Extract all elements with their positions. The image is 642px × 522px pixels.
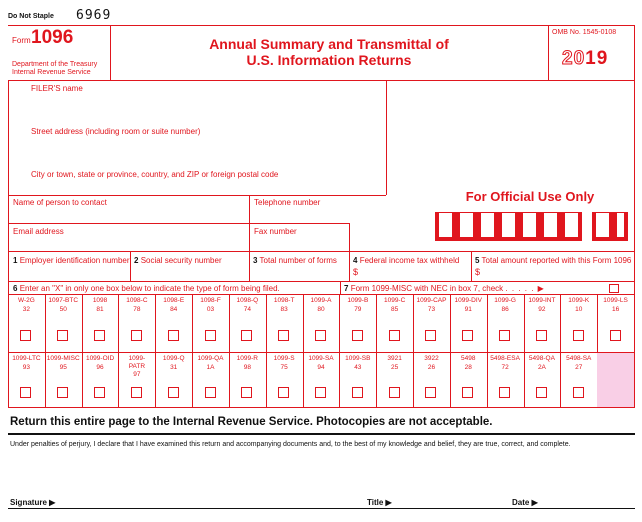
form-type-code: 94	[317, 364, 325, 371]
irs-label: Internal Revenue Service	[12, 69, 91, 76]
perjury-statement: Under penalties of perjury, I declare that I have examined this return and accompanying documents and, to the best of my knowledge and belief, they are true, correct, and complete.	[10, 441, 571, 448]
title-field[interactable]	[400, 494, 505, 505]
form-type-cell	[266, 352, 303, 407]
form-type-checkbox[interactable]	[315, 387, 326, 398]
form-type-cell	[524, 352, 561, 407]
total-dollar-sign: $	[475, 267, 481, 277]
form-type-code: 2A	[537, 364, 546, 371]
total-amount-label: Total amount reported with this Form 1096	[481, 256, 632, 265]
return-notice: Return this entire page to the Internal Revenue Service. Photocopies are not acceptable.	[10, 416, 493, 428]
form-type-code: 81	[96, 306, 104, 313]
city-label: City or town, state or province, country, and ZIP or foreign postal code	[31, 170, 279, 179]
form-type-cell	[376, 352, 413, 407]
form-type-checkbox[interactable]	[573, 387, 584, 398]
form-type-checkbox[interactable]	[278, 387, 289, 398]
city-field[interactable]	[12, 180, 382, 193]
misc-nec-label: Form 1099-MISC with NEC in box 7, check	[350, 284, 504, 293]
form-type-code: 86	[501, 306, 509, 313]
form-type-checkbox[interactable]	[573, 330, 584, 341]
form-type-name: 1099-OID	[85, 355, 115, 362]
form-type-name: 1099-LTC	[12, 355, 41, 362]
form-type-code: 28	[464, 364, 472, 371]
fax-label: Fax number	[254, 227, 297, 236]
ein-label: Employer identification number	[19, 256, 130, 265]
form-type-cell	[450, 352, 487, 407]
form-type-checkbox[interactable]	[389, 330, 400, 341]
email-field[interactable]	[12, 236, 247, 250]
form-type-checkbox[interactable]	[241, 387, 252, 398]
form-type-cell	[155, 294, 192, 352]
form-type-cell	[413, 294, 450, 352]
form-type-code: 91	[464, 306, 472, 313]
form-type-name: 1099-CAP	[416, 297, 447, 304]
form-type-name: 1098	[92, 297, 108, 304]
form-type-cell	[487, 352, 524, 407]
form-type-name: 1099-G	[494, 297, 516, 304]
form-type-name: 1099-C	[383, 297, 406, 304]
misc-dots: . . . . . ▶	[505, 284, 545, 293]
form-type-name: 1098-C	[126, 297, 148, 304]
misc-num: 7	[344, 284, 349, 293]
form-type-name: 1099-QA	[197, 355, 224, 362]
telephone-label: Telephone number	[254, 198, 321, 207]
ein-field[interactable]	[13, 256, 130, 265]
form-type-checkbox[interactable]	[131, 387, 142, 398]
form-type-name: 1099-SB	[345, 355, 371, 362]
total-forms-label: Total number of forms	[259, 256, 337, 265]
form-type-cell	[8, 352, 45, 407]
form-type-code: 96	[96, 364, 104, 371]
form-type-code: 72	[501, 364, 509, 371]
form-type-cell	[82, 352, 119, 407]
email-label: Email address	[13, 227, 64, 236]
form-type-cell	[339, 294, 376, 352]
form-type-code: 03	[206, 306, 215, 313]
form-type-cell	[8, 294, 45, 352]
date-label: Date ▶	[512, 498, 538, 507]
total-forms-field[interactable]	[253, 256, 337, 265]
form-type-name: 1099-Q	[162, 355, 185, 362]
form-type-code: 31	[170, 364, 178, 371]
form-type-cell	[487, 294, 524, 352]
form-type-cell	[229, 352, 266, 407]
form-type-cell	[339, 352, 376, 407]
form-type-checkbox[interactable]	[205, 330, 216, 341]
form-type-cell	[118, 352, 155, 407]
misc-nec-instruction	[344, 284, 545, 293]
filer-name-label: FILER'S name	[31, 84, 83, 93]
total-num: 5	[475, 256, 480, 265]
form-type-name: 1099-A	[310, 297, 332, 304]
do-not-staple: Do Not Staple	[8, 13, 54, 20]
form-title-2: U.S. Information Returns	[246, 52, 412, 68]
fed-num: 4	[353, 256, 358, 265]
form-type-cell	[303, 294, 340, 352]
year-prefix: 20	[562, 48, 586, 69]
form-type-name: 1099-K	[568, 297, 590, 304]
ein-num: 1	[13, 256, 18, 265]
form-type-checkbox[interactable]	[94, 387, 105, 398]
misc-nec-checkbox[interactable]	[609, 284, 619, 293]
form-title-1: Annual Summary and Transmittal of	[209, 36, 449, 52]
form-type-code: 83	[280, 306, 288, 313]
official-use-label: For Official Use Only	[465, 189, 595, 204]
form-type-code: 26	[427, 364, 436, 371]
dept-treasury: Department of the Treasury	[12, 61, 98, 68]
form-type-code: 78	[133, 306, 141, 313]
form-type-name: 1097-BTC	[48, 297, 79, 304]
fed-tax-label: Federal income tax withheld	[359, 256, 460, 265]
form-type-checkbox[interactable]	[94, 330, 105, 341]
form-type-cell	[303, 352, 340, 407]
form-type-cell	[450, 294, 487, 352]
contact-person-label: Name of person to contact	[13, 198, 107, 207]
form-type-name: 1099-MISC	[46, 355, 80, 362]
street-field[interactable]	[12, 137, 382, 162]
form-type-code: 80	[317, 306, 325, 313]
form-type-cell	[524, 294, 561, 352]
form-type-cell	[560, 352, 597, 407]
street-label: Street address (including room or suite number)	[31, 127, 201, 136]
form-type-checkbox[interactable]	[462, 387, 473, 398]
form-type-checkbox[interactable]	[536, 330, 547, 341]
form-type-name: 1099- PATR	[128, 355, 146, 370]
form-type-code: 27	[575, 364, 583, 371]
form-type-cell	[45, 352, 82, 407]
form-type-name: 1098-F	[200, 297, 221, 304]
form-type-checkbox[interactable]	[425, 387, 436, 398]
form-type-name: 1099-R	[236, 355, 258, 362]
signature-label: Signature ▶	[10, 498, 56, 507]
form-type-checkbox[interactable]	[168, 330, 179, 341]
fed-dollar-sign: $	[353, 267, 359, 277]
form-type-checkbox[interactable]	[499, 387, 510, 398]
ssn-label: Social security number	[140, 256, 222, 265]
ssn-num: 2	[134, 256, 139, 265]
form-type-checkbox[interactable]	[278, 330, 289, 341]
form-type-checkbox[interactable]	[352, 330, 363, 341]
enter-x-num: 6	[13, 284, 18, 293]
form-type-checkbox[interactable]	[610, 330, 621, 341]
form-type-checkbox[interactable]	[425, 330, 436, 341]
form-type-name: 3921	[387, 355, 402, 362]
form-type-checkbox[interactable]	[168, 387, 179, 398]
form-type-cell	[229, 294, 266, 352]
telephone-field[interactable]	[252, 207, 382, 222]
form-type-name: 1099-B	[347, 297, 369, 304]
form-type-code: 95	[59, 364, 67, 371]
handwritten-number: 6969	[76, 8, 112, 23]
form-type-name: 1099-SA	[308, 355, 334, 362]
filer-name-field[interactable]	[12, 93, 382, 118]
form-type-name: 1099-S	[273, 355, 295, 362]
form-type-cell	[155, 352, 192, 407]
form-type-name: 1098-Q	[236, 297, 259, 304]
form-type-checkbox[interactable]	[241, 330, 252, 341]
form-type-cell	[118, 294, 155, 352]
title-label: Title ▶	[367, 498, 392, 507]
date-field[interactable]	[545, 494, 633, 505]
form-type-code: 84	[170, 306, 178, 313]
form-type-checkbox[interactable]	[389, 387, 400, 398]
form-type-name: 1099-INT	[528, 297, 556, 304]
form-type-code: 43	[354, 364, 362, 371]
form-type-code: 98	[243, 364, 251, 371]
form-type-cell	[560, 294, 597, 352]
form-type-code: 92	[538, 306, 546, 313]
form-type-code: 85	[391, 306, 399, 313]
form-type-cell	[82, 294, 119, 352]
total-amount-field[interactable]	[475, 256, 631, 265]
form-type-name: 1098-E	[163, 297, 185, 304]
enter-x-instruction	[13, 284, 280, 293]
form-type-name: 5498	[461, 355, 476, 362]
form-type-checkbox[interactable]	[20, 330, 31, 341]
form-type-name: W-2G	[17, 297, 35, 304]
form-type-cell	[192, 352, 229, 407]
form-type-code: 50	[59, 306, 67, 313]
form-type-code: 32	[22, 306, 31, 313]
form-type-checkbox[interactable]	[499, 330, 510, 341]
form-type-code: 10	[575, 306, 583, 313]
form-type-checkbox[interactable]	[57, 330, 68, 341]
form-type-cell	[597, 294, 634, 352]
enter-x-label: Enter an "X" in only one box below to indicate the type of form being filed.	[19, 284, 280, 293]
form-number: 1096	[31, 27, 74, 48]
form-type-cell	[376, 294, 413, 352]
form-type-name: 5498-ESA	[490, 355, 520, 362]
form-type-checkbox[interactable]	[352, 387, 363, 398]
form-type-name: 5498-QA	[528, 355, 555, 362]
fax-field[interactable]	[252, 236, 347, 250]
form-type-code: 75	[280, 364, 288, 371]
form-type-code: 97	[133, 371, 141, 378]
form-type-code: 79	[354, 306, 362, 313]
form-type-checkbox[interactable]	[315, 330, 326, 341]
form-type-name: 1099-DIV	[454, 297, 483, 304]
fed-tax-field[interactable]	[353, 256, 459, 265]
form-type-name: 3922	[424, 355, 439, 362]
contact-person-field[interactable]	[12, 207, 247, 222]
form-type-code: 16	[611, 306, 620, 313]
ssn-field[interactable]	[134, 256, 222, 265]
year-suffix: 19	[585, 48, 609, 69]
form-type-cell	[192, 294, 229, 352]
shaded-empty-cell	[597, 353, 634, 407]
form-type-cell	[45, 294, 82, 352]
form-type-checkbox[interactable]	[205, 387, 216, 398]
form-type-checkbox[interactable]	[20, 387, 31, 398]
form-type-checkbox[interactable]	[536, 387, 547, 398]
form-type-code: 93	[22, 364, 31, 371]
form-type-name: 5498-SA	[566, 355, 592, 362]
form-type-checkbox[interactable]	[462, 330, 473, 341]
form-type-name: 1098-T	[273, 297, 295, 304]
form-type-checkbox[interactable]	[131, 330, 142, 341]
form-type-checkbox[interactable]	[57, 387, 68, 398]
forms-num: 3	[253, 256, 258, 265]
form-type-code: 73	[427, 306, 436, 313]
signature-field[interactable]	[70, 494, 360, 505]
form-type-cell	[413, 352, 450, 407]
tax-year	[562, 48, 608, 70]
omb-number: OMB No. 1545-0108	[552, 29, 617, 36]
form-word: Form	[12, 36, 31, 45]
form-type-code: 74	[243, 306, 251, 313]
form-type-cell	[266, 294, 303, 352]
form-type-code: 25	[391, 364, 399, 371]
form-type-code: 1A	[206, 364, 215, 371]
form-type-name: 1099-LS	[603, 297, 628, 304]
